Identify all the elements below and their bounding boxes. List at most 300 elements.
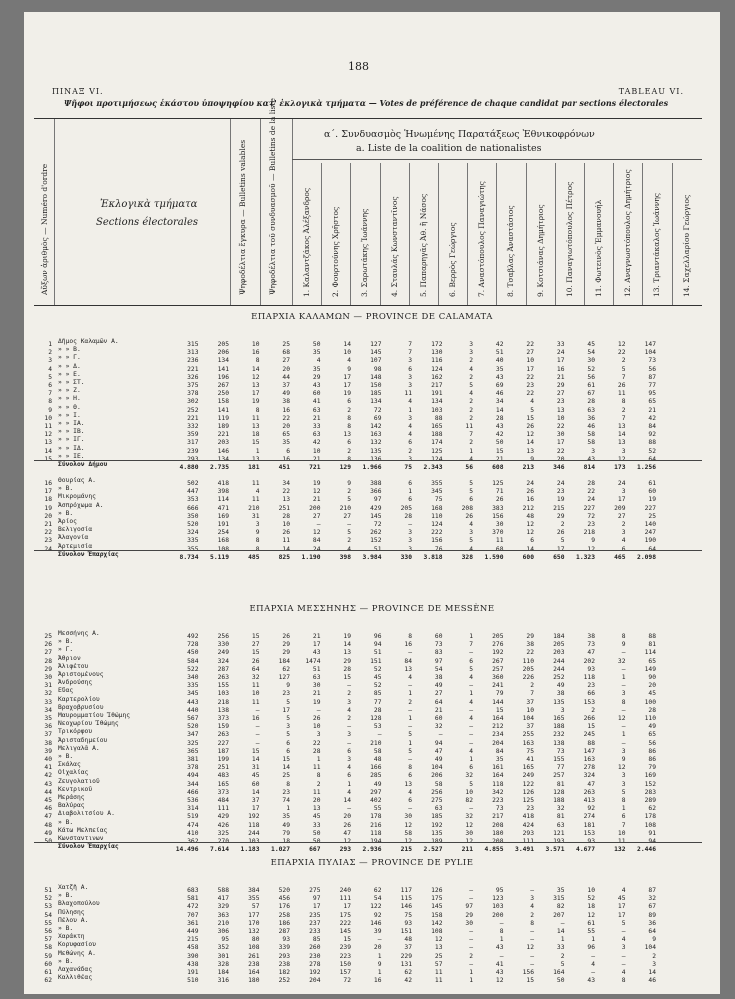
vote-cell: 3: [469, 349, 473, 357]
vote-cell: 2: [652, 952, 656, 960]
vote-cell: 45: [587, 341, 595, 349]
vote-cell: 136: [370, 455, 382, 463]
vote-cell: 13: [526, 447, 534, 455]
vote-cell: 97: [465, 903, 473, 911]
candidate-header: 9. Κοτσιάνας Δημήτριος: [535, 204, 545, 297]
vote-cell: 6: [469, 657, 473, 665]
section-name: Κορυφασίου: [58, 941, 96, 949]
vote-cell: 10: [343, 349, 351, 357]
vote-cell: 60: [434, 633, 443, 641]
vote-cell: 266: [583, 715, 595, 723]
vote-cell: 74: [282, 797, 290, 805]
vote-cell: 3: [408, 373, 412, 381]
candidate-header: 2. Φουρτούνης Χρῆστος: [331, 206, 341, 297]
vote-cell: 52: [587, 365, 595, 373]
vote-cell: 667: [309, 846, 321, 854]
total-row: [34, 843, 702, 854]
vote-cell: 229: [400, 952, 412, 960]
vote-cell: 189: [431, 838, 443, 846]
vote-cell: 145: [370, 349, 382, 357]
vote-cell: 12: [343, 838, 351, 846]
vote-cell: 20: [556, 455, 565, 463]
vote-cell: 3: [286, 723, 290, 731]
vote-cell: 178: [644, 813, 656, 821]
column-divider: [438, 163, 439, 305]
vote-cell: 150: [370, 382, 382, 390]
vote-cell: 4: [255, 488, 260, 496]
vote-cell: 50: [556, 977, 565, 985]
vote-cell: —: [408, 756, 412, 764]
vote-cell: 1.183: [240, 846, 260, 854]
vote-cell: 57: [251, 903, 260, 911]
vote-cell: —: [347, 521, 351, 529]
vote-cell: 241: [492, 682, 504, 690]
vote-cell: 45: [648, 690, 656, 698]
vote-cell: 16: [556, 365, 565, 373]
candidate-header: 3. Σαρωτάκης Ἰωάννης: [360, 208, 370, 297]
vote-cell: 21: [312, 633, 321, 641]
vote-cell: —: [316, 521, 321, 529]
vote-cell: 261: [248, 952, 260, 960]
vote-cell: 3: [621, 747, 626, 755]
vote-cell: 14: [282, 545, 290, 553]
vote-cell: 251: [217, 764, 229, 772]
vote-cell: —: [591, 952, 595, 960]
row-number: 21: [44, 521, 52, 529]
row-number: 36: [44, 723, 52, 731]
vote-cell: 11: [251, 496, 260, 504]
column-divider: [672, 163, 673, 305]
vote-cell: 15: [343, 936, 351, 944]
vote-cell: 10: [465, 788, 473, 796]
vote-cell: 17: [617, 911, 626, 919]
vote-cell: 536: [187, 797, 199, 805]
section-name: Διαβολιτσίου Α.: [58, 810, 115, 818]
vote-cell: 324: [583, 772, 595, 780]
vote-cell: 9: [347, 365, 351, 373]
vote-cell: 129: [339, 464, 351, 472]
vote-cell: —: [469, 706, 473, 714]
vote-cell: 2: [347, 690, 351, 698]
row-number: 42: [44, 772, 52, 780]
vote-cell: 1: [408, 715, 412, 723]
vote-cell: 126: [431, 887, 443, 895]
vote-cell: 5: [621, 788, 626, 796]
vote-cell: 72: [373, 406, 382, 414]
vote-cell: 18: [587, 903, 595, 911]
vote-cell: 5: [347, 496, 351, 504]
vote-cell: 29: [556, 382, 565, 390]
vote-cell: 8: [316, 772, 321, 780]
vote-cell: 252: [553, 674, 565, 682]
vote-cell: 15: [251, 439, 260, 447]
vote-cell: 95: [495, 887, 504, 895]
vote-cell: 42: [495, 341, 504, 349]
vote-cell: 202: [583, 657, 595, 665]
row-number: 12: [44, 431, 52, 439]
vote-cell: 8: [408, 764, 412, 772]
vote-cell: 25: [434, 952, 443, 960]
vote-cell: 13: [312, 805, 321, 813]
vote-cell: 328: [461, 553, 473, 561]
vote-cell: 49: [434, 756, 443, 764]
vote-cell: 2: [469, 406, 473, 414]
vote-cell: 14: [251, 756, 260, 764]
vote-cell: 103: [492, 903, 504, 911]
vote-cell: 118: [492, 780, 504, 788]
vote-cell: 5.119: [210, 553, 229, 561]
vote-cell: 355: [187, 545, 199, 553]
vote-cell: 352: [217, 944, 229, 952]
vote-cell: 13: [282, 496, 290, 504]
vote-cell: 14: [343, 797, 351, 805]
vote-cell: 62: [282, 665, 290, 673]
vote-cell: 77: [373, 698, 382, 706]
section-name: » » Γ.: [58, 354, 81, 362]
vote-cell: 4: [469, 365, 473, 373]
vote-cell: 15: [526, 977, 534, 985]
vote-cell: 217: [431, 382, 443, 390]
vote-cell: 96: [373, 633, 382, 641]
vote-cell: 43: [495, 969, 504, 977]
vote-cell: 485: [248, 553, 260, 561]
vote-cell: 172: [431, 341, 443, 349]
section-name: Κάτω Μελπείας: [58, 826, 108, 834]
vote-cell: 3: [652, 960, 656, 968]
vote-cell: 43: [587, 977, 595, 985]
vote-cell: 13: [343, 431, 351, 439]
vote-cell: 206: [217, 349, 229, 357]
vote-cell: 22: [526, 373, 534, 381]
vote-cell: 50: [312, 838, 321, 846]
vote-cell: 426: [217, 821, 229, 829]
vote-cell: 4: [621, 887, 626, 895]
vote-cell: 17: [617, 496, 626, 504]
vote-cell: 54: [434, 665, 443, 673]
row-number: 26: [44, 641, 52, 649]
vote-cell: 22: [282, 488, 290, 496]
vote-cell: 43: [312, 382, 321, 390]
vote-cell: 82: [465, 797, 473, 805]
vote-cell: 157: [339, 969, 351, 977]
vote-cell: 56: [648, 739, 656, 747]
vote-cell: 83: [434, 649, 443, 657]
section-name: » » Θ.: [58, 403, 81, 411]
vote-cell: 69: [373, 414, 382, 422]
vote-cell: 4: [530, 398, 534, 406]
vote-cell: 3: [347, 698, 351, 706]
vote-cell: 65: [282, 431, 290, 439]
vote-cell: 335: [187, 537, 199, 545]
vote-cell: 124: [431, 455, 443, 463]
vote-cell: 3: [621, 772, 626, 780]
vote-cell: 39: [373, 928, 382, 936]
vote-cell: 2: [469, 373, 473, 381]
vote-cell: 239: [339, 944, 351, 952]
vote-cell: 27: [343, 512, 351, 520]
vote-cell: 567: [187, 715, 199, 723]
vote-cell: 17: [282, 706, 290, 714]
vote-cell: 10: [587, 887, 595, 895]
vote-cell: 6: [286, 739, 290, 747]
vote-cell: 418: [522, 813, 534, 821]
vote-cell: 141: [217, 365, 229, 373]
vote-cell: 12: [526, 944, 534, 952]
vote-cell: 61: [587, 382, 595, 390]
vote-cell: 61: [587, 919, 595, 927]
vote-cell: 28: [404, 512, 412, 520]
section-name: Ζευγολατιοῦ: [58, 777, 100, 785]
vote-cell: 17: [251, 390, 260, 398]
section-name: » Β.: [58, 638, 74, 646]
vote-cell: 12: [434, 936, 443, 944]
vote-cell: 23: [526, 805, 534, 813]
vote-cell: 263: [217, 731, 229, 739]
vote-cell: 138: [217, 706, 229, 714]
vote-cell: 360: [492, 674, 504, 682]
section-name: Μελιγαλᾶ Α.: [58, 744, 100, 752]
vote-cell: 37: [526, 698, 534, 706]
vote-cell: 8: [255, 545, 260, 553]
vote-cell: 104: [522, 715, 534, 723]
vote-cell: 510: [187, 977, 199, 985]
vote-cell: 17: [556, 357, 565, 365]
vote-cell: 3: [316, 731, 321, 739]
vote-cell: 79: [648, 764, 656, 772]
vote-cell: 23: [587, 521, 595, 529]
list-ballots-header: Ψηφοδέλτια τοῦ συνδυασμοῦ — Bulletins de la liste: [268, 98, 277, 295]
vote-cell: 35: [282, 439, 290, 447]
vote-cell: 127: [278, 674, 290, 682]
vote-cell: 285: [370, 772, 382, 780]
vote-cell: 238: [248, 960, 260, 968]
vote-cell: 313: [187, 349, 199, 357]
row-number: 50: [44, 838, 52, 846]
vote-cell: 293: [187, 455, 199, 463]
section-name: » Β.: [58, 957, 74, 965]
vote-cell: 75: [434, 496, 443, 504]
vote-cell: 1: [408, 690, 412, 698]
vote-cell: 2.098: [637, 553, 656, 561]
row-number: 47: [44, 813, 52, 821]
vote-cell: 5: [621, 919, 626, 927]
vote-cell: 93: [587, 838, 595, 846]
vote-cell: 91: [648, 829, 656, 837]
vote-cell: 388: [370, 480, 382, 488]
vote-cell: 4: [408, 788, 412, 796]
vote-cell: 2.446: [637, 846, 656, 854]
vote-cell: 121: [553, 829, 565, 837]
vote-cell: 58: [587, 439, 595, 447]
vote-cell: 424: [522, 821, 534, 829]
section-name: Μεσσήνης Α.: [58, 630, 100, 637]
vote-cell: —: [408, 682, 412, 690]
vote-cell: 37: [404, 944, 412, 952]
vote-cell: 146: [400, 903, 412, 911]
vote-cell: 38: [587, 633, 595, 641]
vote-cell: 188: [431, 431, 443, 439]
vote-cell: 134: [370, 398, 382, 406]
vote-cell: 9: [621, 756, 626, 764]
vote-cell: 5: [560, 537, 565, 545]
vote-cell: 41: [495, 960, 504, 968]
vote-cell: 11: [251, 682, 260, 690]
vote-cell: 8: [499, 928, 504, 936]
vote-cell: 11: [617, 838, 626, 846]
vote-cell: —: [469, 895, 473, 903]
vote-cell: 23: [587, 682, 595, 690]
vote-cell: 173: [614, 464, 626, 472]
vote-cell: 108: [217, 545, 229, 553]
section-name: » Β.: [58, 509, 74, 517]
vote-cell: 301: [217, 952, 229, 960]
vote-cell: 123: [492, 895, 504, 903]
vote-cell: 147: [583, 747, 595, 755]
row-number: 33: [44, 698, 52, 706]
vote-cell: 339: [278, 944, 290, 952]
vote-cell: 2: [469, 414, 473, 422]
section-name: Μαυρομματίου Ἰθώμης: [58, 712, 131, 719]
vote-cell: 156: [431, 537, 443, 545]
vote-cell: 72: [373, 521, 382, 529]
vote-cell: 373: [217, 715, 229, 723]
vote-cell: 24: [526, 480, 534, 488]
vote-cell: —: [469, 944, 473, 952]
vote-cell: 125: [492, 480, 504, 488]
vote-cell: 50: [312, 829, 321, 837]
vote-cell: 42: [404, 977, 412, 985]
vote-cell: 165: [522, 764, 534, 772]
vote-cell: 8: [530, 919, 534, 927]
vote-cell: 324: [217, 657, 229, 665]
vote-cell: 19: [556, 496, 565, 504]
vote-cell: 22: [526, 341, 534, 349]
vote-cell: 60: [312, 390, 321, 398]
vote-cell: 6: [408, 772, 412, 780]
vote-cell: 14: [556, 928, 565, 936]
column-divider: [555, 163, 556, 305]
vote-cell: 315: [553, 895, 565, 903]
section-name: » Β.: [58, 753, 74, 760]
vote-cell: —: [530, 887, 534, 895]
vote-cell: 236: [187, 357, 199, 365]
vote-cell: 13: [556, 406, 565, 414]
vote-cell: 4.855: [484, 846, 504, 854]
vote-cell: 19: [312, 480, 321, 488]
vote-cell: 145: [431, 903, 443, 911]
vote-cell: 118: [370, 829, 382, 837]
section-name: » » Ι.: [58, 411, 81, 419]
row-number: 3: [48, 357, 52, 365]
vote-cell: 35: [312, 365, 321, 373]
vote-cell: 138: [553, 739, 565, 747]
vote-cell: 36: [648, 919, 656, 927]
vote-cell: 13: [251, 455, 260, 463]
vote-cell: 7: [408, 349, 412, 357]
vote-cell: 8: [621, 633, 626, 641]
row-number: 43: [44, 780, 52, 788]
vote-cell: 16: [404, 641, 412, 649]
vote-cell: 130: [431, 349, 443, 357]
row-number: 5: [48, 373, 52, 381]
section-name: Ἀλιφέτου: [58, 662, 89, 670]
section-name: » » Η.: [58, 395, 81, 403]
vote-cell: 728: [187, 641, 199, 649]
vote-cell: 10: [312, 447, 321, 455]
vote-cell: 34: [495, 398, 504, 406]
vote-cell: 199: [217, 756, 229, 764]
total-row: [34, 551, 702, 562]
vote-cell: —: [255, 723, 260, 731]
table-subtitle: Ψῆφοι προτιμήσεως ἑκάστου ὑποψηφίου κατ' ἐκλογικὰ τμήματα — Votes de préférence de chaque candidat par sections électorales: [64, 98, 669, 108]
vote-cell: 5: [469, 480, 473, 488]
section-name: Σύνολον Ἐπαρχίας: [58, 843, 119, 851]
vote-cell: 151: [400, 928, 412, 936]
vote-cell: 3: [347, 756, 351, 764]
vote-cell: 227: [583, 504, 595, 512]
vote-cell: 472: [187, 903, 199, 911]
vote-cell: 13: [617, 423, 626, 431]
vote-cell: 293: [522, 829, 534, 837]
vote-cell: 21: [312, 455, 321, 463]
vote-cell: 26: [556, 529, 565, 537]
row-number: 24: [44, 545, 52, 553]
vote-cell: 92: [373, 911, 382, 919]
vote-cell: 17: [343, 903, 351, 911]
total-row: [34, 461, 702, 472]
vote-cell: 28: [587, 480, 595, 488]
vote-cell: 6: [408, 365, 412, 373]
vote-cell: 370: [492, 529, 504, 537]
vote-cell: 142: [431, 919, 443, 927]
vote-cell: 20: [648, 682, 656, 690]
vote-cell: 4: [347, 764, 351, 772]
vote-cell: 14: [617, 431, 626, 439]
vote-cell: 346: [553, 464, 565, 472]
row-number: 55: [44, 919, 52, 927]
vote-cell: 227: [217, 739, 229, 747]
vote-cell: 2: [316, 780, 321, 788]
vote-cell: 520: [187, 723, 199, 731]
vote-cell: 289: [644, 797, 656, 805]
vote-cell: 474: [187, 821, 199, 829]
vote-cell: 250: [217, 390, 229, 398]
row-number: 15: [44, 455, 52, 463]
section-name: Πύλησης: [58, 908, 85, 916]
vote-cell: 194: [370, 838, 382, 846]
vote-cell: 77: [556, 764, 565, 772]
vote-cell: 16: [251, 715, 260, 723]
vote-cell: 110: [522, 657, 534, 665]
vote-cell: 26: [465, 512, 473, 520]
vote-cell: 275: [431, 797, 443, 805]
vote-cell: 2.527: [423, 846, 443, 854]
vote-cell: 1: [469, 447, 473, 455]
vote-cell: 134: [217, 455, 229, 463]
vote-cell: 3: [621, 690, 626, 698]
vote-cell: 6: [347, 772, 351, 780]
section-name: Μικρομάνης: [58, 493, 96, 501]
vote-cell: 2: [560, 521, 565, 529]
vote-cell: 58: [373, 747, 382, 755]
vote-cell: 257: [553, 772, 565, 780]
vote-cell: —: [621, 682, 626, 690]
vote-cell: 438: [187, 960, 199, 968]
vote-cell: 49: [282, 821, 290, 829]
vote-cell: 22: [587, 488, 595, 496]
vote-cell: 5: [530, 406, 534, 414]
vote-cell: 257: [492, 665, 504, 673]
